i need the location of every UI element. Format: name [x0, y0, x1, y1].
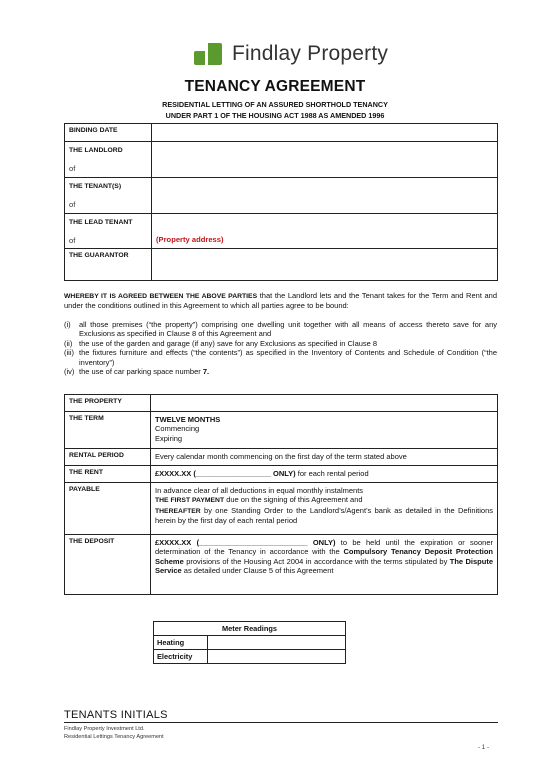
tenants-initials-label: TENANTS INITIALS	[64, 709, 168, 721]
brand-logo	[192, 40, 388, 68]
rental-period-label: RENTAL PERIOD	[65, 449, 151, 466]
deposit-scheme: Compulsory Tenancy Deposit Protection Scheme	[155, 547, 493, 566]
binding-date-value	[152, 124, 498, 142]
first-payment-text: due on the signing of this Agreement and	[224, 495, 363, 505]
commencing-label: Commencing	[155, 424, 200, 434]
thereafter-label: THEREAFTER	[155, 507, 201, 515]
guarantor-value	[152, 249, 498, 281]
clause-text-a: the use of car parking space number	[79, 367, 203, 377]
brand-name: Findlay Property	[232, 42, 389, 65]
page-number: - 1 -	[478, 744, 490, 751]
findlay-leaf-icon	[192, 41, 224, 67]
property-address-placeholder: (Property address)	[156, 235, 224, 244]
rent-amount: £XXXX.XX (__________________ ONLY)	[155, 469, 296, 478]
document-subtitle-2: UNDER PART 1 OF THE HOUSING ACT 1988 AS AMENDED 1996	[165, 111, 385, 120]
payable-row	[65, 483, 498, 535]
property-row	[65, 395, 498, 412]
rent-row	[65, 466, 498, 483]
landlord-row	[65, 142, 498, 178]
deposit-row	[65, 535, 498, 595]
first-payment-label: THE FIRST PAYMENT	[155, 497, 225, 505]
parking-space-number: 7.	[202, 367, 210, 377]
lead-tenant-row	[65, 214, 498, 249]
tenants-label: THE TENANT(S)	[69, 183, 122, 190]
meter-readings-table	[153, 621, 346, 664]
payable-label: PAYABLE	[65, 483, 151, 535]
meter-value-electricity	[208, 650, 346, 664]
tenants-cell	[65, 178, 152, 214]
tenants-of: of	[69, 200, 76, 209]
meter-readings-title: Meter Readings	[154, 622, 346, 636]
clause-text: the fixtures furniture and effects (“the contents”) as specified in the Inventory of Contents and Schedule of Condition (“the inventory”)	[79, 348, 497, 367]
dispute-service: The Dispute Service	[155, 556, 493, 576]
meter-label-heating: Heating	[154, 636, 208, 650]
meter-row	[154, 636, 346, 650]
parties-table	[64, 123, 498, 281]
clause-number: (iv)	[64, 367, 75, 377]
lead-tenant-of: of	[69, 236, 76, 245]
rent-suffix: for each rental period	[295, 469, 369, 478]
payable-line-1: In advance clear of all deductions in equal monthly instalments	[155, 486, 364, 495]
meter-row	[154, 650, 346, 664]
clause-list	[64, 320, 497, 376]
tenants-value	[152, 178, 498, 214]
deposit-label: THE DEPOSIT	[65, 535, 151, 595]
whereby-paragraph	[64, 291, 497, 311]
footer-company: Findlay Property Investment Ltd.	[64, 726, 145, 732]
term-value-cell	[151, 412, 498, 449]
thereafter-line	[155, 506, 493, 526]
expiring-label: Expiring	[155, 433, 183, 443]
rent-label: THE RENT	[65, 466, 151, 483]
lead-tenant-value	[152, 214, 498, 249]
deposit-amount: £XXXX.XX (__________________________ ONLY)	[155, 538, 336, 547]
document-subtitle-1: RESIDENTIAL LETTING OF AN ASSURED SHORTHOLD TENANCY	[162, 100, 388, 109]
binding-date-row	[65, 124, 498, 142]
guarantor-label: THE GUARANTOR	[65, 249, 152, 281]
meter-value-heating	[208, 636, 346, 650]
clause-text: the use of the garden and garage (if any) save for any Exclusions as specified in Clause 8	[79, 338, 378, 348]
meter-label-electricity: Electricity	[154, 650, 208, 664]
clause-item	[64, 339, 497, 348]
whereby-text: that the Landlord lets and the Tenant takes for the Term and Rent and under the conditions outlined in this Agreement to which all parties agree to be bound:	[64, 291, 498, 311]
landlord-cell	[65, 142, 152, 178]
payable-value-cell	[151, 483, 498, 535]
footer-divider	[64, 722, 498, 723]
deposit-value-cell	[151, 535, 498, 595]
rental-period-row	[65, 449, 498, 466]
deposit-text-1: to be held until the expiration or sooner determination of the Tenancy in accordance with the	[155, 538, 493, 557]
property-label: THE PROPERTY	[65, 395, 151, 412]
lead-tenant-cell	[65, 214, 152, 249]
term-value: TWELVE MONTHS	[155, 415, 221, 424]
clause-item	[64, 348, 497, 367]
clause-text	[79, 367, 497, 376]
first-payment-line	[155, 495, 493, 505]
rental-period-value: Every calendar month commencing on the first day of the term stated above	[151, 449, 498, 466]
deposit-text-2: provisions of the Housing Act 2004 in accordance with the terms stipulated by	[183, 556, 450, 566]
clause-number: (ii)	[64, 338, 73, 348]
rent-value-cell	[151, 466, 498, 483]
property-value	[151, 395, 498, 412]
clause-item	[64, 367, 497, 376]
whereby-lead: WHEREBY IT IS AGREED BETWEEN THE ABOVE PARTIES	[64, 293, 258, 300]
clause-number: (iii)	[64, 348, 74, 358]
landlord-of: of	[69, 164, 76, 173]
footer-document-name: Residential Lettings Tenancy Agreement	[64, 734, 164, 740]
terms-table	[64, 394, 498, 595]
deposit-text-3: as detailed under Clause 5 of this Agreement	[181, 566, 334, 576]
lead-tenant-label: THE LEAD TENANT	[69, 219, 133, 226]
meter-header-row	[154, 622, 346, 636]
landlord-value	[152, 142, 498, 178]
clause-item	[64, 320, 497, 339]
term-row	[65, 412, 498, 449]
document-title: TENANCY AGREEMENT	[184, 78, 366, 95]
landlord-label: THE LANDLORD	[69, 147, 123, 154]
guarantor-row	[65, 249, 498, 281]
clause-text: all those premises (“the property”) comprising one dwelling unit together with all means of access thereto save for any Exclusions as specified in Clause 8 of this Agreement and	[79, 320, 497, 339]
thereafter-text: by one Standing Order to the Landlord’s/Agent’s bank as detailed in the Definitions herein by the first day of each rental period	[155, 505, 493, 526]
binding-date-label: BINDING DATE	[65, 124, 152, 142]
clause-number: (i)	[64, 320, 71, 329]
tenants-row	[65, 178, 498, 214]
term-label: THE TERM	[65, 412, 151, 449]
